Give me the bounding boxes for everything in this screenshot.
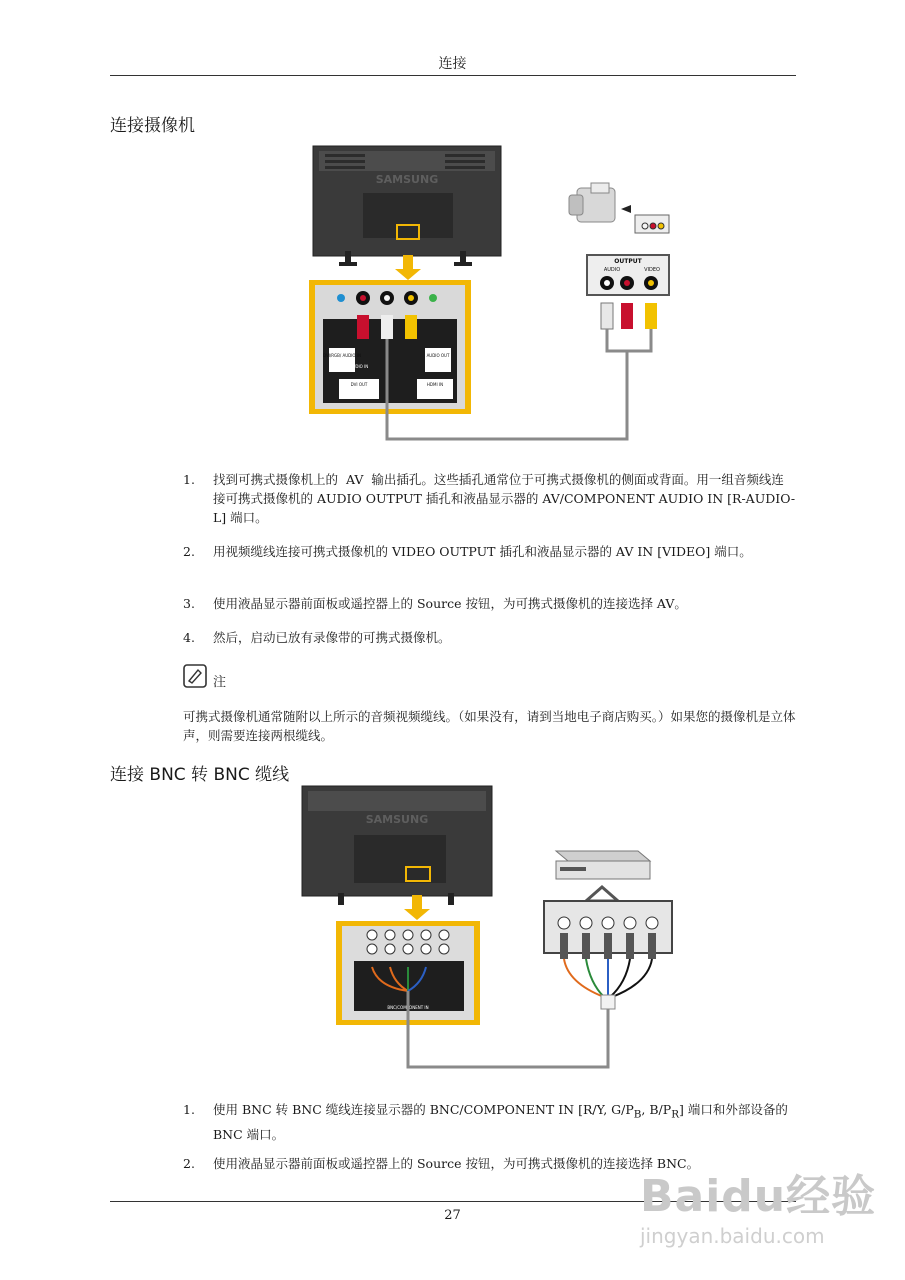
- step-text-part: , B/P: [641, 1102, 672, 1117]
- section-heading-camcorder: 连接摄像机: [110, 116, 195, 136]
- port-label-audio-in: AUDIO IN: [349, 364, 369, 369]
- step-text: 找到可携式摄像机上的 AV 输出插孔。这些插孔通常位于可携式摄像机的侧面或背面。用一组音频线连接可携式摄像机的 AUDIO OUTPUT 插孔和液晶显示器的 AV/COMPONENT AUDIO IN [R-AUDIO-L] 端口。: [213, 472, 796, 525]
- output-video-label: VIDEO: [644, 267, 660, 273]
- step-text: 用视频缆线连接可携式摄像机的 VIDEO OUTPUT 插孔和液晶显示器的 AV IN [VIDEO] 端口。: [213, 544, 752, 559]
- step-text: [213, 1100, 796, 1144]
- step-number: 2.: [183, 1156, 195, 1171]
- bnc-step-1: [183, 1100, 796, 1144]
- port-label-hdmi-in: HDMI IN: [426, 382, 444, 387]
- note-label: 注: [213, 675, 227, 690]
- subscript: B: [633, 1108, 642, 1121]
- step-2: [183, 542, 796, 561]
- monitor-brand-label: SAMSUNG: [375, 173, 439, 186]
- watermark-brand: Baidu经验: [640, 1171, 877, 1222]
- external-bnc-panel: [544, 901, 672, 1009]
- monitor-brand-label: SAMSUNG: [365, 813, 429, 826]
- camcorder-icon: [569, 183, 669, 233]
- note-text: 可携式摄像机通常随附以上所示的音频视频缆线。（如果没有，请到当地电子商店购买。）如果您的摄像机是立体声，则需要连接两根缆线。: [183, 709, 796, 743]
- step-1: [183, 470, 796, 527]
- step-4: [183, 628, 796, 647]
- page-header-title: 连接: [438, 56, 467, 72]
- bnc-panel-label: BNC/COMPONENT IN: [387, 1005, 429, 1010]
- step-text-part: ] 端口和外部设备的 BNC 端口。: [213, 1102, 792, 1142]
- external-device-icon: [556, 851, 650, 879]
- subscript: R: [671, 1108, 680, 1121]
- step-text: 然后，启动已放有录像带的可携式摄像机。: [213, 630, 451, 645]
- down-arrow-icon: [395, 255, 421, 280]
- down-arrow-icon: [404, 895, 430, 920]
- step-number: 1.: [183, 472, 195, 487]
- bnc-connection-diagram: [298, 783, 678, 1073]
- baidu-watermark: [640, 1160, 880, 1250]
- step-number: 4.: [183, 630, 195, 645]
- step-text: 使用液晶显示器前面板或遥控器上的 Source 按钮，为可携式摄像机的连接选择 BNC。: [213, 1156, 700, 1171]
- port-label-dvi-audio: DVI/RGB/ AUDIO IN: [322, 353, 362, 358]
- output-label: OUTPUT: [614, 258, 642, 265]
- step-text: 使用液晶显示器前面板或遥控器上的 Source 按钮，为可携式摄像机的连接选择 AV。: [213, 596, 687, 611]
- header-rule: [110, 75, 796, 76]
- step-3: [183, 594, 796, 613]
- step-number: 2.: [183, 544, 195, 559]
- step-number: 3.: [183, 596, 195, 611]
- monitor-back-illustration: [302, 786, 492, 905]
- page-number: 27: [444, 1208, 461, 1223]
- note-icon: [183, 664, 207, 688]
- monitor-back-illustration: [313, 146, 501, 266]
- step-text-part: 使用 BNC 转 BNC 缆线连接显示器的 BNC/COMPONENT IN [R/Y, G/P: [213, 1102, 634, 1117]
- port-panel-closeup: [309, 280, 471, 414]
- watermark-url: jingyan.baidu.com: [640, 1224, 825, 1248]
- port-label-dvi-out: DVI OUT: [350, 382, 368, 387]
- up-arrow-icon: [586, 887, 618, 901]
- camcorder-output-panel: [587, 255, 669, 329]
- camcorder-connection-diagram: [305, 143, 675, 443]
- step-number: 1.: [183, 1102, 195, 1117]
- output-audio-label: AUDIO: [603, 267, 621, 273]
- section-heading-bnc: 连接 BNC 转 BNC 缆线: [110, 765, 290, 785]
- port-label-audio-out: AUDIO OUT: [426, 353, 450, 358]
